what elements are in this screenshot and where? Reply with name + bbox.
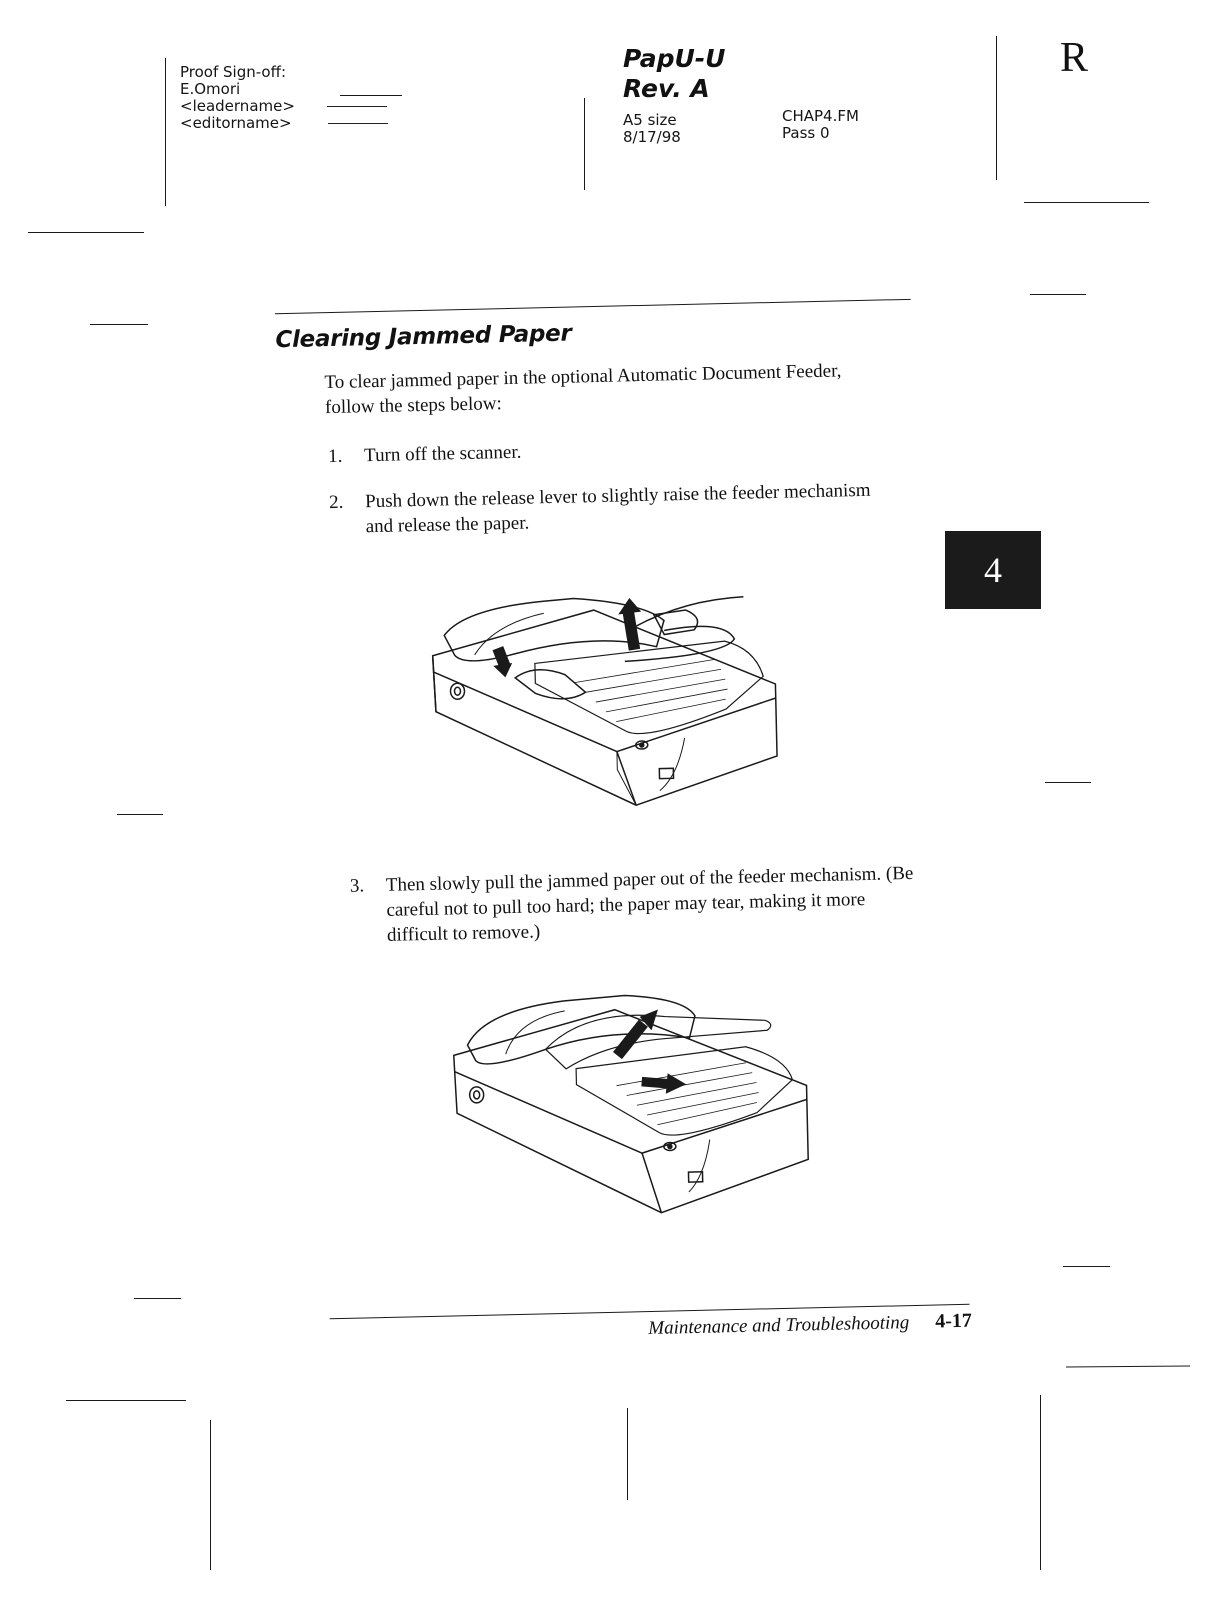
step-text: Push down the release lever to slightly raise the feeder mechanism and release the paper. [364, 479, 871, 538]
proof-label: Proof Sign-off: [180, 63, 286, 81]
signer-name: <editorname> [180, 114, 292, 132]
footer-chapter-title: Maintenance and Troubleshooting [648, 1312, 910, 1340]
step-text: Turn off the scanner. [363, 441, 522, 467]
scanner-illustration-pull-paper [444, 983, 829, 1224]
file-name: CHAP4.FM [782, 107, 859, 125]
step-number: 2. [328, 491, 344, 514]
step-number: 1. [327, 445, 343, 468]
step-item [329, 477, 890, 540]
chapter-tab: 4 [945, 531, 1041, 609]
step-item [350, 861, 922, 949]
section-title: Clearing Jammed Paper [275, 320, 572, 354]
section-rule [275, 299, 911, 314]
step-item [328, 431, 888, 469]
revision: Rev. A [623, 74, 710, 103]
signer-name: <leadername> [180, 97, 295, 115]
step-text: Then slowly pull the jammed paper out of the feeder mechanism. (Be careful not to pull too hard; the paper may tear, making it more difficult to remove.) [385, 862, 914, 946]
page-footer [612, 1310, 972, 1341]
corner-mark: R [1060, 35, 1089, 81]
section-intro: To clear jammed paper in the optional Automatic Document Feeder, follow the steps below: [324, 360, 842, 419]
pass-number: Pass 0 [782, 124, 830, 142]
doc-code: PapU-U [623, 44, 726, 73]
step-number: 3. [349, 875, 365, 897]
scanner-illustration-release-lever [423, 588, 798, 816]
page-size: A5 size [623, 111, 677, 129]
page-number: 4-17 [934, 1309, 973, 1333]
doc-date: 8/17/98 [623, 128, 681, 146]
signer-name: E.Omori [180, 80, 241, 98]
